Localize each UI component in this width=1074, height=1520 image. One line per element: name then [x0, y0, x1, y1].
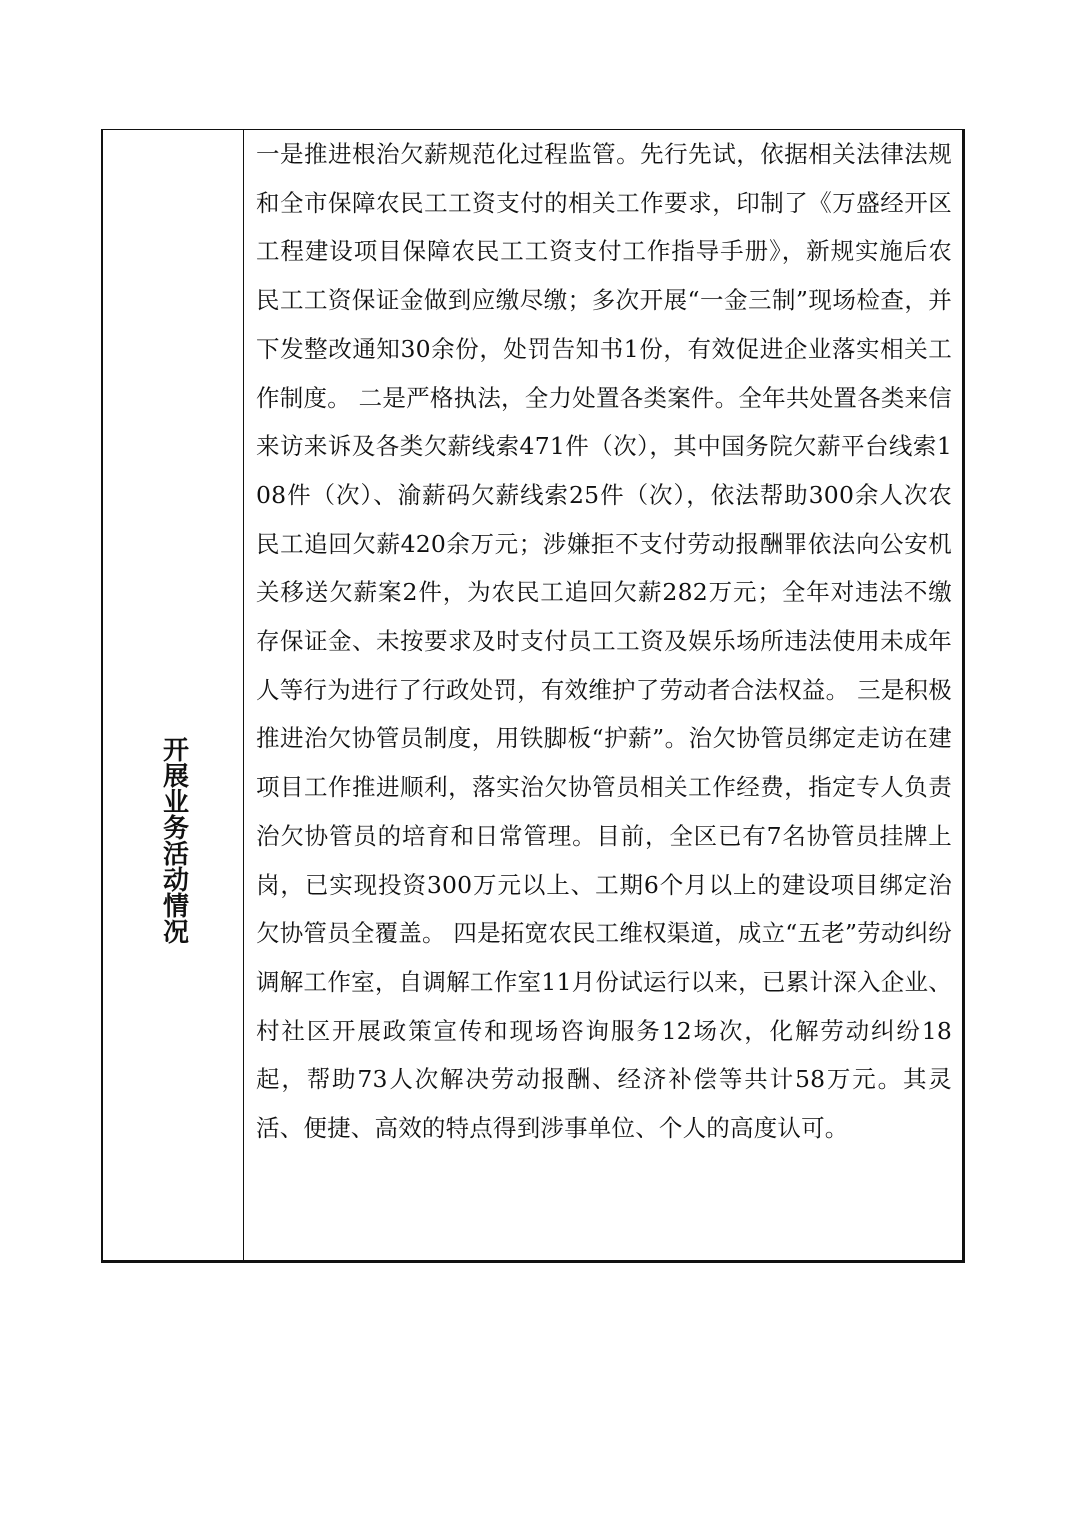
activity-description: 一是推进根治欠薪规范化过程监管。先行先试，依据相关法律法规和全市保障农民工工资支付的相关工作要求，印制了《万盛经开区工程建设项目保障农民工工资支付工作指导手册》，新规实施后农民工工资保证金做到应缴尽缴；多次开展“一金三制”现场检查，并下发整改通知30余份，处罚告知书1份，有效促进企业落实相关工作制度。 二是严格执法，全力处置各类案件。全年共处置各类来信来访来诉及各类欠薪线索471件（次），其中国务院欠薪平台线索108件（次）、渝薪码欠薪线索25件（次），依法帮助300余人次农民工追回欠薪420余万元；涉嫌拒不支付劳动报酬罪依法向公安机关移送欠薪案2件，为农民工追回欠薪282万元；全年对违法不缴存保证金、未按要求及时支付员工工资及娱乐场所违法使用未成年人等行为进行了行政处罚，有效维护了劳动者合法权益。 三是积极推进治欠协管员制度，用铁脚板“护薪”。治欠协管员绑定走访在建项目工作推进顺利，落实治欠协管员相关工作经费，指定专人负责治欠协管员的培育和日常管理。目前，全区已有7名协管员挂牌上岗，已实现投资300万元以上、工期6个月以上的建设项目绑定治欠协管员全覆盖。 四是拓宽农民工维权渠道，成立“五老”劳动纠纷调解工作室，自调解工作室11月份试运行以来，已累计深入企业、村社区开展政策宣传和现场咨询服务12场次，化解劳动纠纷18起，帮助73人次解决劳动报酬、经济补偿等共计58万元。其灵活、便捷、高效的特点得到涉事单位、个人的高度认可。 — [256, 140, 952, 1143]
row-label: 开展业务活动情况 — [158, 736, 189, 944]
label-cell — [103, 130, 244, 1260]
activity-table — [101, 129, 965, 1263]
content-cell — [244, 130, 962, 1260]
